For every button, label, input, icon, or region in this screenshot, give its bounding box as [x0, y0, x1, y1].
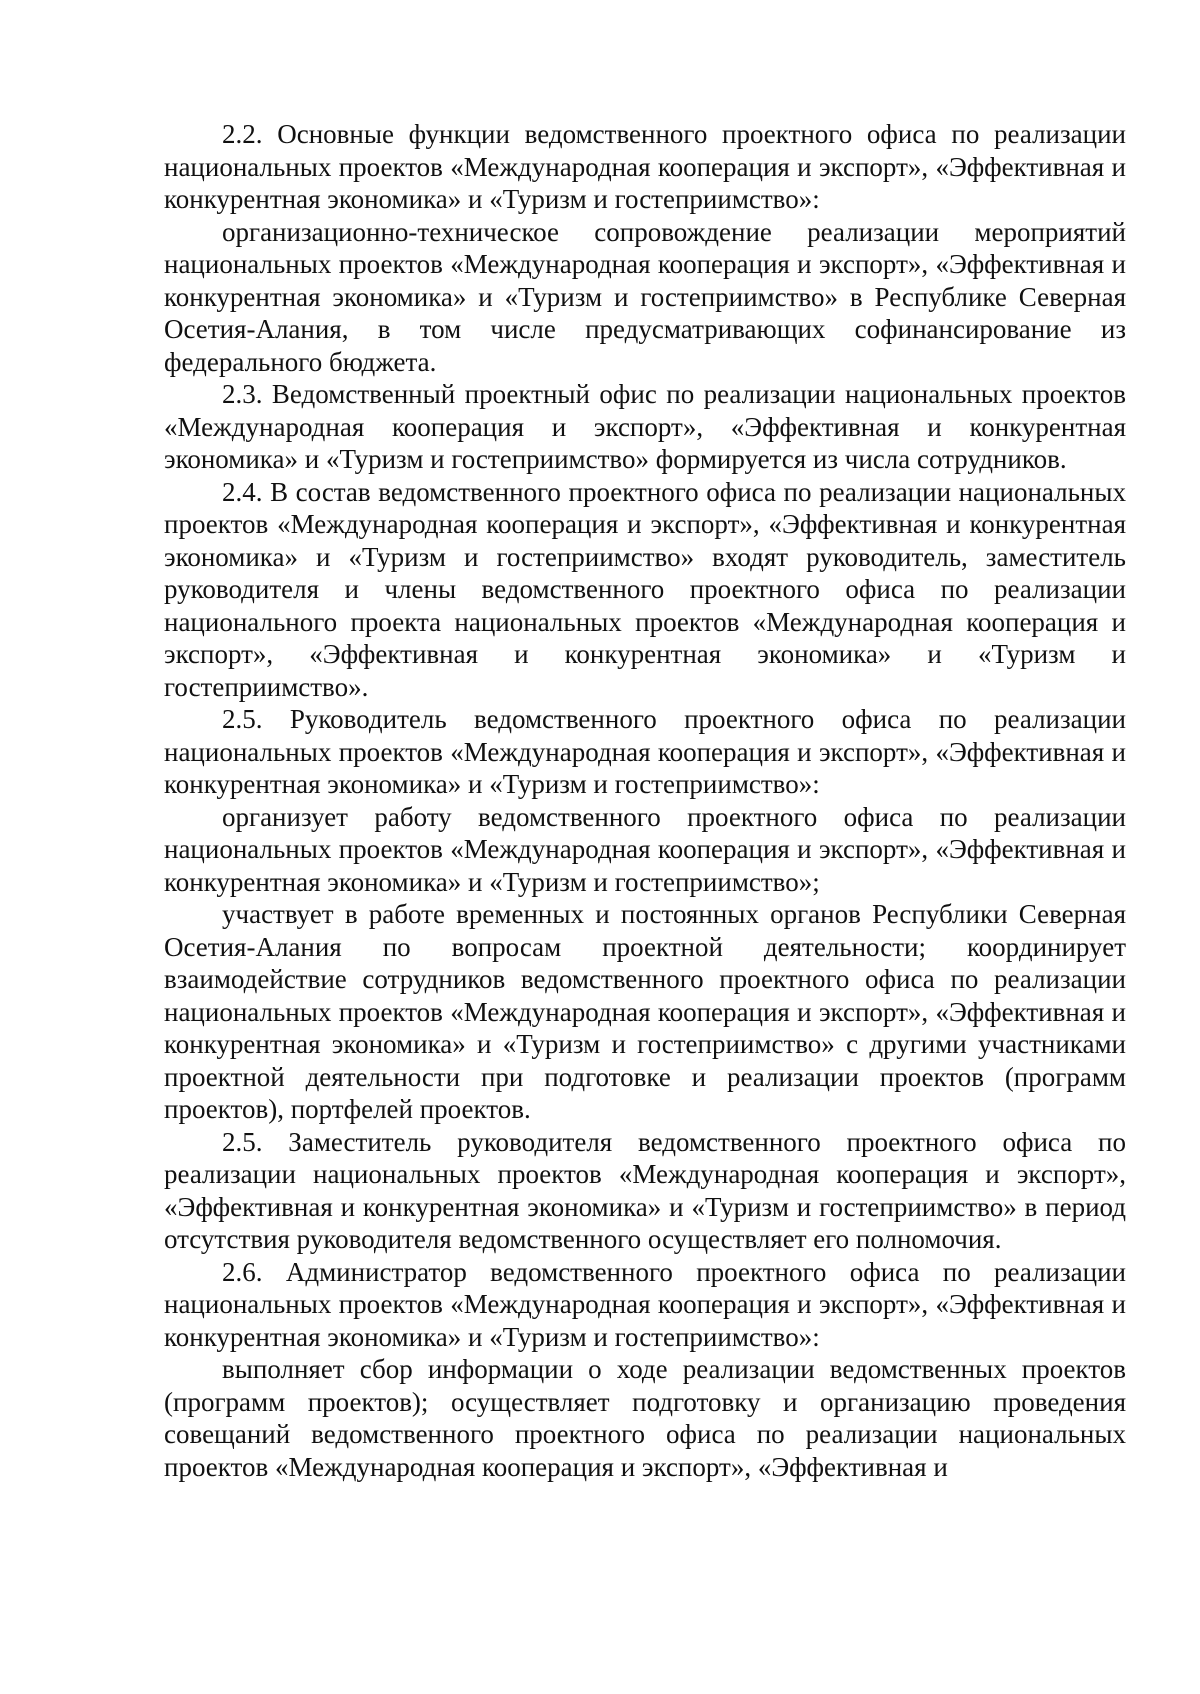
- paragraph-2-2: 2.2. Основные функции ведомственного проектного офиса по реализации национальных проектов «Международная кооперация и экспорт», «Эффективная и конкурентная экономика» и «Туризм и гостеприимство»:: [164, 119, 1126, 214]
- paragraph-2-6: 2.6. Администратор ведомственного проектного офиса по реализации национальных проектов «Международная кооперация и экспорт», «Эффективная и конкурентная экономика» и «Туризм и гостеприимство»:: [164, 1256, 1126, 1352]
- paragraph-2-5-organizes: организует работу ведомственного проектного офиса по реализации национальных проектов «Международная кооперация и экспорт», «Эффективная и конкурентная экономика» и «Туризм и гостеприимство»;: [164, 801, 1126, 897]
- paragraph-2-5-deputy: 2.5. Заместитель руководителя ведомственного проектного офиса по реализации национальных проектов «Международная кооперация и экспорт», «Эффективная и конкурентная экономика» и «Туризм и гостеприимство» в период отсутствия руководителя ведомственного осуществляет его полномочия.: [164, 1126, 1126, 1254]
- paragraph-2-4: 2.4. В состав ведомственного проектного офиса по реализации национальных проектов «Международная кооперация и экспорт», «Эффективная и конкурентная экономика» и «Туризм и гостеприимство» входят руководитель, заместитель руководителя и члены ведомственного проектного офиса по реализации национального проекта национальных проектов «Международная кооперация и экспорт», «Эффективная и конкурентная экономика» и «Туризм и гостеприимство».: [164, 476, 1126, 702]
- paragraph-2-5-head: 2.5. Руководитель ведомственного проектного офиса по реализации национальных проектов «Международная кооперация и экспорт», «Эффективная и конкурентная экономика» и «Туризм и гостеприимство»:: [164, 704, 1126, 799]
- paragraph-2-5-participates: участвует в работе временных и постоянных органов Республики Северная Осетия-Алания по вопросам проектной деятельности; координирует взаимодействие сотрудников ведомственного проектного офиса по реализации национальных проектов «Международная кооперация и экспорт», «Эффективная и конкурентная экономика» и «Туризм и гостеприимство» с другими участниками проектной деятельности при подготовке и реализации проектов (программ проектов), портфелей проектов.: [164, 899, 1126, 1124]
- document-page: [164, 118, 1126, 1483]
- paragraph-2-2-function: организационно-техническое сопровождение реализации мероприятий национальных проектов «Международная кооперация и экспорт», «Эффективная и конкурентная экономика» и «Туризм и гостеприимство» в Республике Северная Осетия-Алания, в том числе предусматривающих софинансирование из федерального бюджета.: [164, 216, 1126, 377]
- paragraph-2-3: 2.3. Ведомственный проектный офис по реализации национальных проектов «Международная кооперация и экспорт», «Эффективная и конкурентная экономика» и «Туризм и гостеприимство» формируется из числа сотрудников.: [164, 379, 1126, 474]
- paragraph-2-6-duties: выполняет сбор информации о ходе реализации ведомственных проектов (программ проектов); осуществляет подготовку и организацию проведения совещаний ведомственного проектного офиса по реализации национальных проектов «Международная кооперация и экспорт», «Эффективная и: [164, 1354, 1126, 1482]
